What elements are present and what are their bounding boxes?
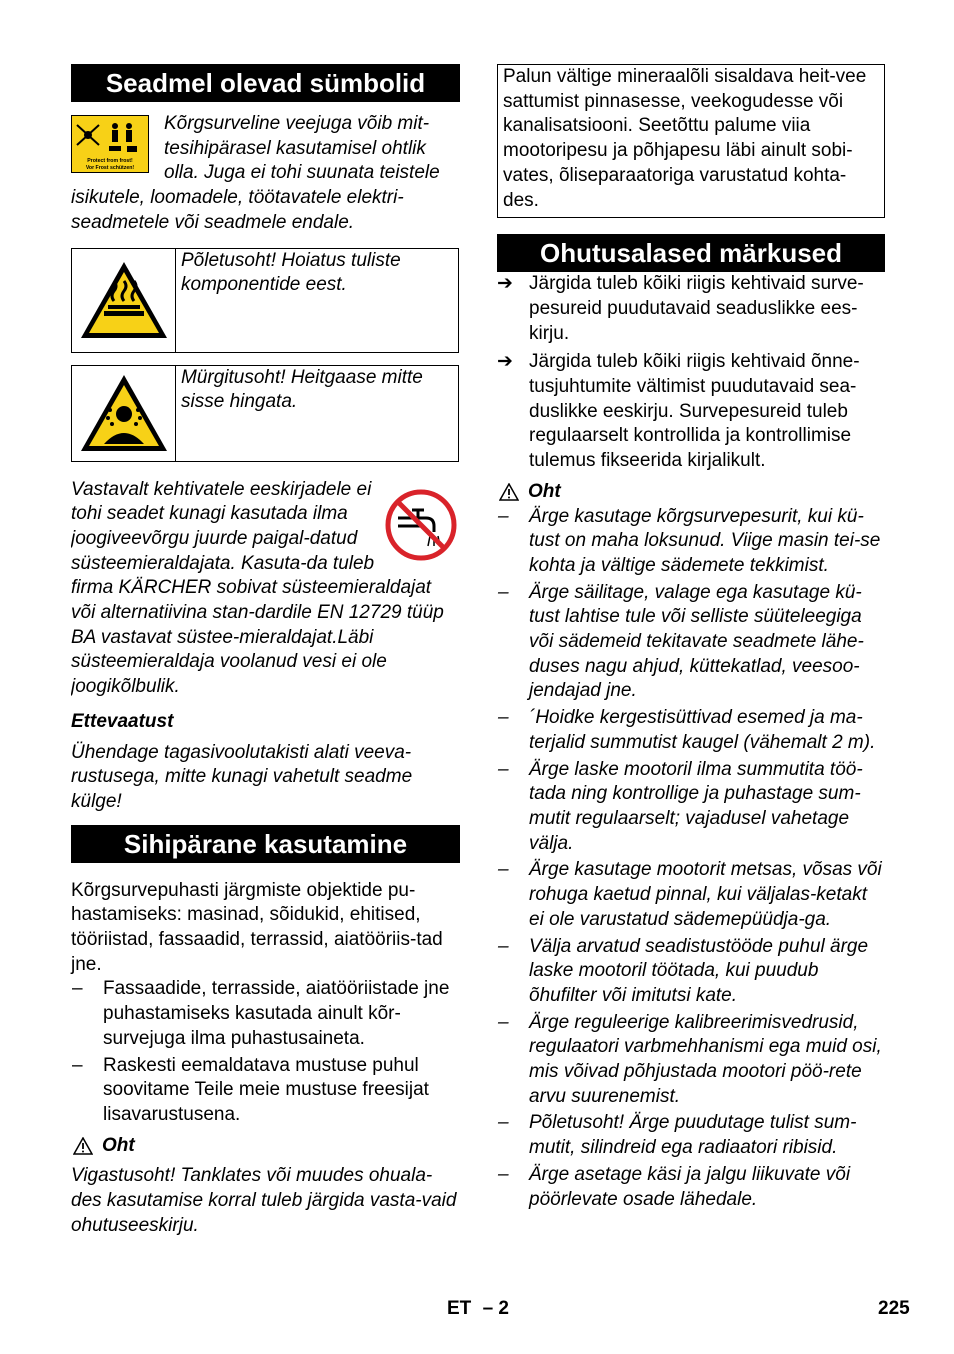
list-item: – Ärge kasutage kõrgsurvepesurit, kui kü-tust on maha loksunud. Viige masin tei-se kohta ja vältige sädemete tekkimist.: [498, 505, 881, 576]
danger-text-left: Vigastusoht! Tanklates või muudes ohuala-des kasutamise korral tuleb järgida vasta-vaid ohutuseeskirju.: [71, 1165, 457, 1236]
dash-marker: –: [72, 1054, 83, 1076]
dash-marker: –: [72, 978, 83, 1000]
warning-triangle-icon: [499, 483, 519, 501]
poison-hazard-symbol-box: [71, 365, 459, 462]
hot-surface-warning-icon: [78, 259, 170, 341]
pressure-jet-warning-text: Kõrgsurveline veejuga võib mit- tesihipärasel kasutamisel ohtlik olla. Juga ei tohi suunata teistele isikutele, loomadele, töötavatele elektri- seadmetele või seadmele endale.: [71, 113, 440, 233]
arrow-right-icon: ➔: [497, 351, 513, 373]
footer-section: – 2: [482, 1298, 509, 1319]
heading-symbols: Seadmel olevad sümbolid: [71, 64, 460, 102]
list-item: – Põletusoht! Ärge puudutage tulist sum-mutit, silindreid ega radiaatori ribisid.: [498, 1112, 857, 1159]
list-item: – Ärge säilitage, valage ega kasutage kü-tust lahtise tule või selliste süüteleegiga või sädemeid tekitavate seadmete lähe-duses nagu ahjud, küttekatlad, veesoo-jendajad jne.: [498, 581, 864, 702]
list-item: ➔ Järgida tuleb kõiki riigis kehtivaid surve-pesureid puudutavaid seaduslikke ees-kirju.: [497, 273, 864, 344]
list-item: – Välja arvatud seadistustööde puhul ärge laske mootoril töötada, kui puudub õhufilter või imitutsi kate.: [498, 935, 869, 1006]
poison-hazard-text: Mürgitusoht! Heitgaase mitte sisse hingata.: [181, 366, 423, 413]
list-item: – Raskesti eemaldatava mustuse puhul soovitame Teile meie mustuse freesijat lisavarustusena.: [72, 1054, 429, 1125]
list-item: – Ärge kasutage mootorit metsas, võsas või rohuga kaetud pinnal, kui väljalas-ketakt ei ole varustatud sädemepüüdja-ga.: [498, 859, 882, 930]
svg-text:Vor Frost schützen!: Vor Frost schützen!: [85, 165, 135, 171]
dash-marker: –: [498, 1112, 509, 1134]
right-column: [497, 64, 885, 1214]
footer-page-number: 225: [878, 1298, 910, 1319]
list-item: – Ärge asetage käsi ja jalgu liikuvate või pöörlevate osade lähedale.: [498, 1163, 851, 1210]
dash-marker: –: [498, 1011, 509, 1033]
drinking-water-text: Vastavalt kehtivatele eeskirjadele ei tohi seadet kunagi kasutada ilma joogiveevõrgu juurde paigal-datud süsteemieraldajata. Kasuta-da tuleb firma KÄRCHER sobivat süsteemieraldajat või alternatiivina stan-dardile EN 12729 tüüp BA vastavat süstee-mieraldajat.Läbi süsteemieraldaja voolanud vesi ei ole joogikõlbulik.: [71, 478, 444, 698]
intended-use-text: Kõrgsurvepuhasti järgmiste objektide pu-hastamiseks: masinad, sõidukid, ehitised, tööriistad, fassaadid, terrassid, aiatööriis-tad jne.: [71, 879, 443, 975]
burn-hazard-text: Põletusoht! Hoiatus tuliste komponentide eest.: [181, 249, 401, 296]
list-item: – Ärge reguleerige kalibreerimisvedrusid, regulaatori varbmehhanismi ega muid osi, mis võivad põhjustada mootori pöö-rete arvu suurenemist.: [498, 1011, 882, 1107]
no-drinking-water-icon: [384, 488, 458, 562]
svg-text:Protect from frost!: Protect from frost!: [87, 158, 133, 164]
list-item: – Fassaadide, terrasside, aiatööriistade jne puhastamiseks kasutada ainult kõr-survejuga ilma puhastusaineta.: [72, 978, 450, 1049]
caution-text: Ühendage tagasivoolutakisti alati veeva-rustusega, mitte kunagi vahetult seadme külge!: [71, 741, 413, 812]
safety-arrow-list: [497, 272, 885, 474]
poison-hazard-icon-cell: [72, 366, 176, 461]
danger-dash-list: [497, 505, 885, 1213]
list-item: ➔ Järgida tuleb kõiki riigis kehtivaid õnne-tusjuhtumite vältimist puudutavaid sea-duslikke eeskirju. Survepesureid tuleb regulaarselt kontrollida ja kontrollimise tulemus fikseerida kirjalikult.: [497, 351, 860, 472]
dash-marker: –: [498, 859, 509, 881]
left-column: [71, 64, 460, 1239]
dash-marker: –: [498, 935, 509, 957]
mineral-oil-notice-text: Palun vältige mineraalõli sisaldava heit-vee sattumist pinnasesse, veekogudesse või kanalisatsiooni. Seetõttu palume viia mootoripesu ja põhjapesu läbi ainult sobi-vates, õliseparaatoriga varustatud kohta-des.: [503, 66, 867, 211]
drinking-water-note: [71, 478, 460, 700]
heading-safety-notes: Ohutusalased märkused: [497, 234, 885, 272]
burn-hazard-icon-cell: [72, 249, 176, 352]
arrow-right-icon: ➔: [497, 273, 513, 295]
pressure-jet-warning-icon: [71, 115, 149, 173]
footer-language-section: [447, 1297, 509, 1322]
mineral-oil-notice-box: [497, 64, 885, 218]
dash-marker: –: [498, 505, 509, 527]
caution-label: Ettevaatust: [71, 710, 174, 732]
pressure-jet-symbol-row: [71, 112, 460, 236]
dash-marker: –: [498, 581, 509, 603]
dash-marker: –: [498, 758, 509, 780]
dash-marker: –: [498, 707, 509, 729]
dash-marker: –: [498, 1163, 509, 1185]
danger-label-right: Oht: [497, 480, 885, 505]
list-item: – Ärge laske mootoril ilma summutita töö-tada ning kontrollige ja puhastage sum-mutit regulaarselt; vajadusel vahetage välja.: [498, 758, 863, 854]
burn-hazard-symbol-box: [71, 248, 459, 353]
intended-use-list: [71, 977, 460, 1127]
list-item: – ´Hoidke kergestisüttivad esemed ja ma-terjalid summutist kaugel (vähemalt 2 m).: [498, 707, 876, 753]
warning-triangle-icon: [73, 1137, 93, 1155]
footer-language: ET: [447, 1298, 472, 1319]
heading-intended-use: Sihipärane kasutamine: [71, 825, 460, 863]
toxic-gas-warning-icon: [78, 372, 170, 454]
danger-label-left: Oht: [71, 1134, 460, 1159]
